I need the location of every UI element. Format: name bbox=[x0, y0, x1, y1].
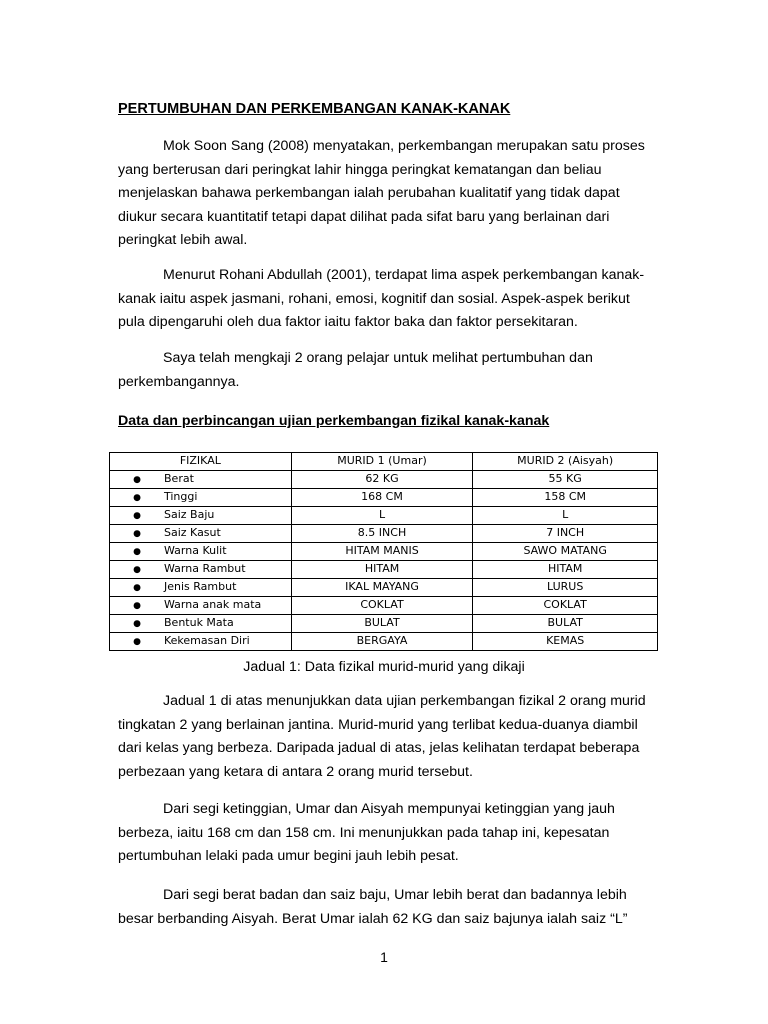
table-header-row bbox=[110, 453, 658, 471]
paragraph-line: Menurut Rohani Abdullah (2001), terdapat lima aspek perkembangan kanak- bbox=[163, 267, 645, 283]
attribute-label: Bentuk Mata bbox=[164, 615, 234, 629]
column-header: FIZIKAL bbox=[110, 453, 292, 471]
bullet-icon: ● bbox=[133, 564, 141, 575]
paragraph-6 bbox=[118, 884, 658, 931]
table-row bbox=[110, 524, 658, 542]
table-cell: IKAL MAYANG bbox=[291, 578, 473, 596]
paragraph-line: perbezaan yang ketara di antara 2 orang murid tersebut. bbox=[118, 763, 473, 780]
paragraph-line: Mok Soon Sang (2008) menyatakan, perkembangan merupakan satu proses bbox=[163, 138, 645, 154]
table-cell: KEMAS bbox=[473, 632, 658, 650]
table-cell: HITAM bbox=[473, 560, 658, 578]
table-caption: Jadual 1: Data fizikal murid-murid yang dikaji bbox=[243, 659, 525, 675]
paragraph-line: Saya telah mengkaji 2 orang pelajar untuk melihat pertumbuhan dan bbox=[163, 350, 593, 366]
table-cell: SAWO MATANG bbox=[473, 542, 658, 560]
attribute-label: Tinggi bbox=[164, 489, 198, 503]
paragraph-line: yang berterusan dari peringkat lahir hingga peringkat kematangan dan beliau bbox=[118, 161, 602, 178]
attribute-label: Jenis Rambut bbox=[164, 579, 237, 593]
table-cell: 7 INCH bbox=[473, 524, 658, 542]
table-cell: L bbox=[291, 506, 473, 524]
paragraph-4 bbox=[118, 690, 658, 784]
bullet-icon: ● bbox=[133, 474, 141, 485]
paragraph-line: Dari segi ketinggian, Umar dan Aisyah mempunyai ketinggian yang jauh bbox=[163, 801, 615, 817]
table-row bbox=[110, 578, 658, 596]
paragraph-line: berbeza, iaitu 168 cm dan 158 cm. Ini menunjukkan pada tahap ini, kepesatan bbox=[118, 824, 610, 841]
table-cell: COKLAT bbox=[473, 596, 658, 614]
table-row bbox=[110, 632, 658, 650]
attribute-label: Kekemasan Diri bbox=[164, 633, 250, 647]
paragraph-3 bbox=[118, 347, 658, 394]
paragraph-line: besar berbanding Aisyah. Berat Umar ialah 62 KG dan saiz bajunya ialah saiz “L” bbox=[118, 910, 628, 927]
paragraph-line: perkembangannya. bbox=[118, 373, 240, 390]
table-cell: 62 KG bbox=[291, 470, 473, 488]
table-cell: 158 CM bbox=[473, 488, 658, 506]
bullet-icon: ● bbox=[133, 546, 141, 557]
physical-data-table bbox=[109, 452, 658, 651]
bullet-icon: ● bbox=[133, 510, 141, 521]
page-number: 1 bbox=[380, 949, 388, 965]
column-header: MURID 2 (Aisyah) bbox=[473, 453, 658, 471]
bullet-icon: ● bbox=[133, 600, 141, 611]
attribute-label: Warna Rambut bbox=[164, 561, 246, 575]
paragraph-line: diukur secara kuantitatif tetapi dapat dilihat pada sifat baru yang berlainan dari bbox=[118, 208, 610, 225]
attribute-label: Berat bbox=[164, 471, 194, 485]
attribute-label: Warna Kulit bbox=[164, 543, 227, 557]
bullet-icon: ● bbox=[133, 582, 141, 593]
table-cell: 168 CM bbox=[291, 488, 473, 506]
paragraph-line: pula dipengaruhi oleh dua faktor iaitu faktor baka dan faktor persekitaran. bbox=[118, 314, 578, 331]
table-cell: BERGAYA bbox=[291, 632, 473, 650]
attribute-label: Warna anak mata bbox=[164, 597, 262, 611]
paragraph-1 bbox=[118, 135, 658, 253]
table-cell: HITAM bbox=[291, 560, 473, 578]
column-header: MURID 1 (Umar) bbox=[291, 453, 473, 471]
table-cell: BULAT bbox=[473, 614, 658, 632]
table-row bbox=[110, 470, 658, 488]
table-row bbox=[110, 560, 658, 578]
section-subheading: Data dan perbincangan ujian perkembangan fizikal kanak-kanak bbox=[118, 413, 550, 429]
paragraph-line: kanak iaitu aspek jasmani, rohani, emosi, kognitif dan sosial. Aspek-aspek berikut bbox=[118, 290, 630, 307]
table-row bbox=[110, 596, 658, 614]
paragraph-line: Dari segi berat badan dan saiz baju, Umar lebih berat dan badannya lebih bbox=[163, 887, 627, 903]
bullet-icon: ● bbox=[133, 528, 141, 539]
bullet-icon: ● bbox=[133, 618, 141, 629]
table-cell: LURUS bbox=[473, 578, 658, 596]
paragraph-5 bbox=[118, 798, 658, 869]
table-row bbox=[110, 488, 658, 506]
attribute-label: Saiz Kasut bbox=[164, 525, 221, 539]
table-cell: 55 KG bbox=[473, 470, 658, 488]
table-row bbox=[110, 614, 658, 632]
paragraph-line: Jadual 1 di atas menunjukkan data ujian perkembangan fizikal 2 orang murid bbox=[163, 693, 646, 709]
paragraph-line: dari kelas yang berbeza. Daripada jadual di atas, jelas kelihatan terdapat beberapa bbox=[118, 740, 640, 757]
document-title: PERTUMBUHAN DAN PERKEMBANGAN KANAK-KANAK bbox=[118, 101, 511, 117]
table-cell: 8.5 INCH bbox=[291, 524, 473, 542]
paragraph-2 bbox=[118, 264, 658, 335]
table-cell: HITAM MANIS bbox=[291, 542, 473, 560]
paragraph-line: peringkat lebih awal. bbox=[118, 232, 248, 249]
bullet-icon: ● bbox=[133, 492, 141, 503]
bullet-icon: ● bbox=[133, 636, 141, 647]
table-cell: COKLAT bbox=[291, 596, 473, 614]
table-cell: BULAT bbox=[291, 614, 473, 632]
paragraph-line: pertumbuhan lelaki pada umur begini jauh lebih pesat. bbox=[118, 848, 459, 865]
paragraph-line: menjelaskan bahawa perkembangan ialah perubahan kualitatif yang tidak dapat bbox=[118, 185, 620, 202]
attribute-label: Saiz Baju bbox=[164, 507, 215, 521]
table-cell: L bbox=[473, 506, 658, 524]
paragraph-line: tingkatan 2 yang berlainan jantina. Murid-murid yang terlibat kedua-duanya diambil bbox=[118, 716, 638, 733]
table-row bbox=[110, 542, 658, 560]
table-row bbox=[110, 506, 658, 524]
